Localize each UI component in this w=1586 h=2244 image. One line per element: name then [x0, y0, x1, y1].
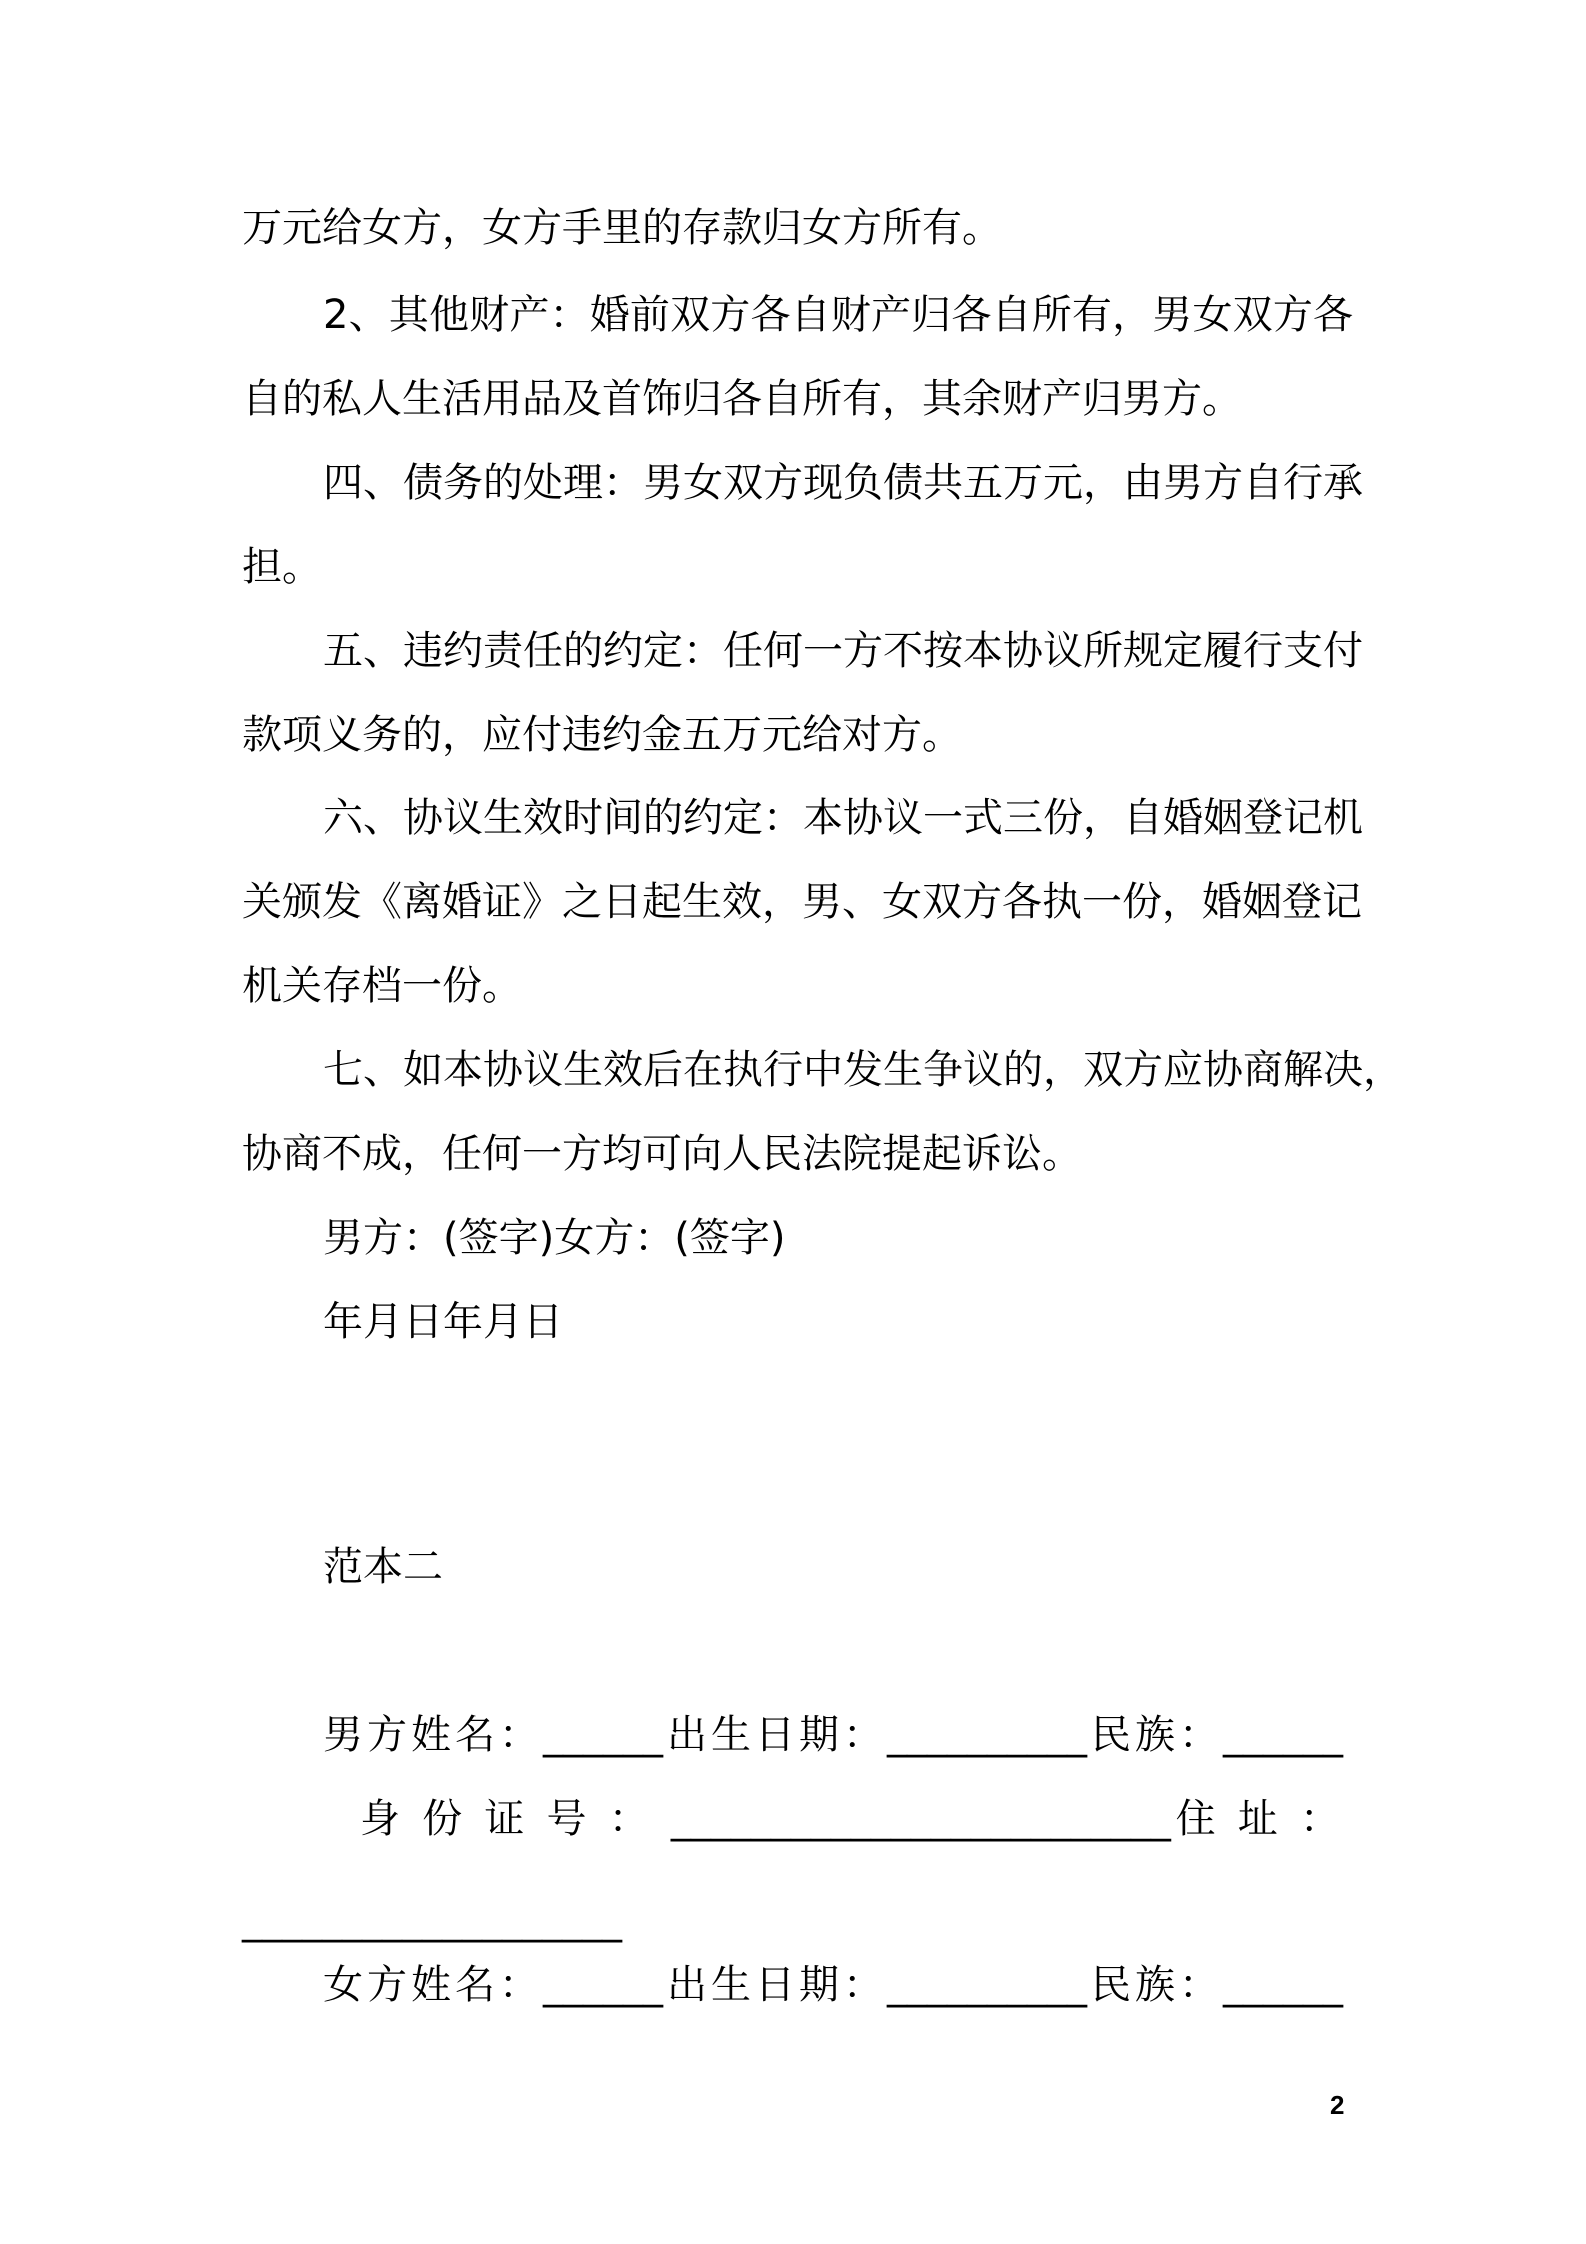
text-line: 四、债务的处理：男女双方现负债共五万元，由男方自行承 — [323, 460, 1363, 506]
section-heading: 范本二 — [323, 1544, 443, 1590]
form-line-male: 男方姓名：______出生日期：__________民族：______ — [323, 1712, 1343, 1758]
form-line-id: 身 份 证 号 ： _________________________住 址 ： — [360, 1796, 1340, 1842]
form-line-address: ___________________ — [242, 1897, 622, 1943]
text-line: 万元给女方，女方手里的存款归女方所有。 — [242, 205, 1002, 251]
text-line: 五、违约责任的约定：任何一方不按本协议所规定履行支付 — [323, 628, 1363, 674]
text-line: 担。 — [242, 544, 322, 590]
date-line: 年月日年月日 — [323, 1299, 563, 1345]
text-line: 关颁发《离婚证》之日起生效，男、女双方各执一份，婚姻登记 — [242, 879, 1362, 925]
page-number: 2 — [1330, 2090, 1345, 2120]
form-line-female: 女方姓名：______出生日期：__________民族：______ — [323, 1962, 1343, 2008]
text-line: 款项义务的，应付违约金五万元给对方。 — [242, 712, 962, 758]
text-line: 七、如本协议生效后在执行中发生争议的，双方应协商解决， — [323, 1047, 1403, 1093]
text-line: 自的私人生活用品及首饰归各自所有，其余财产归男方。 — [242, 376, 1242, 422]
text-line: 机关存档一份。 — [242, 963, 522, 1009]
text-line: 协商不成，任何一方均可向人民法院提起诉讼。 — [242, 1131, 1082, 1177]
text-line: 2、其他财产：婚前双方各自财产归各自所有，男女双方各 — [323, 292, 1353, 338]
signature-line: 男方：(签字)女方：(签字) — [323, 1215, 786, 1261]
text-line: 六、协议生效时间的约定：本协议一式三份，自婚姻登记机 — [323, 795, 1363, 841]
